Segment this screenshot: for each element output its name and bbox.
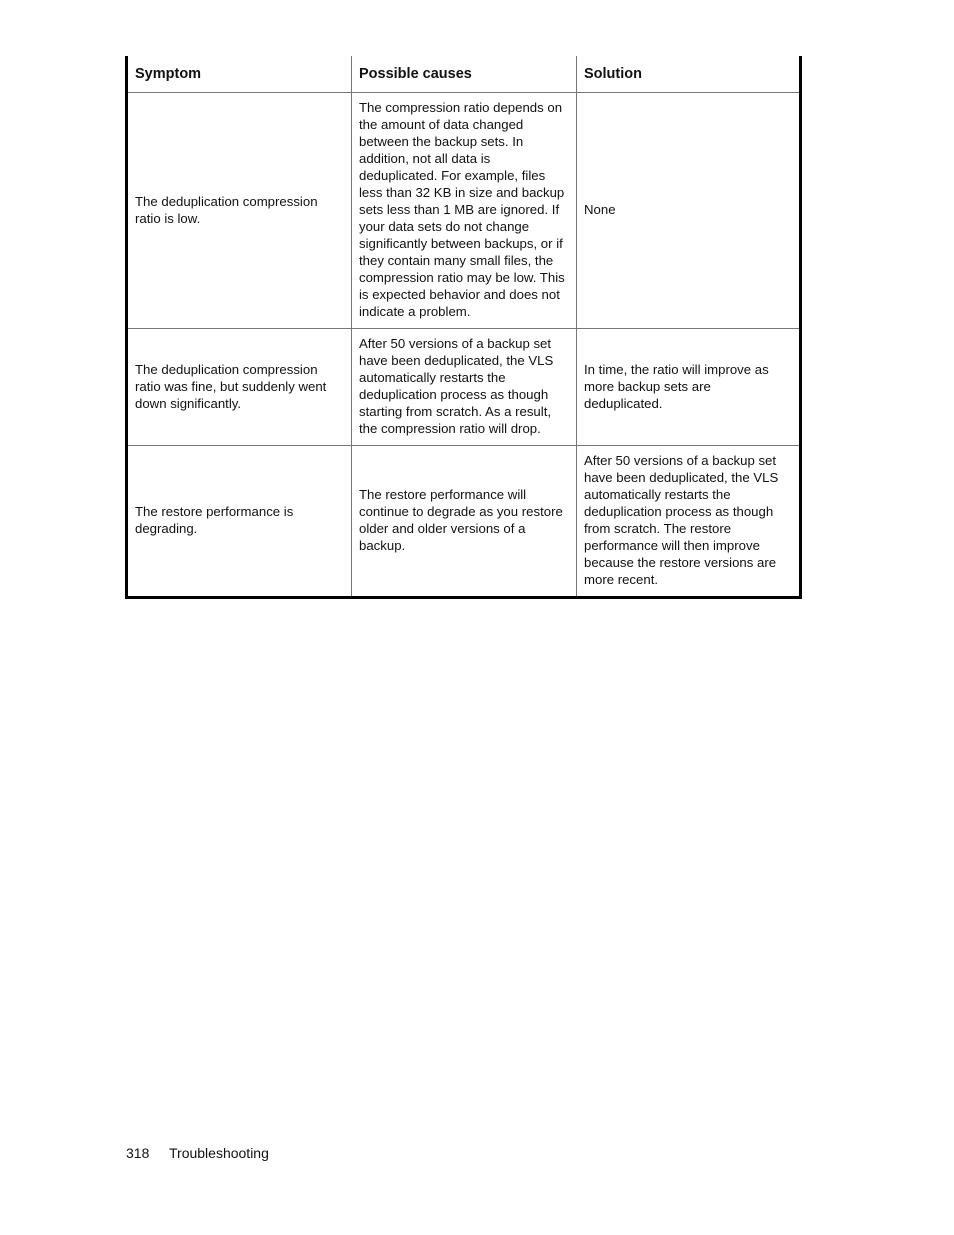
cell-solution: In time, the ratio will improve as more backup sets are deduplicated. <box>577 329 801 446</box>
cell-causes: After 50 versions of a backup set have been deduplicated, the VLS automatically restarts the deduplication process as though starting from scratch. As a result, the compression ratio will drop. <box>352 329 577 446</box>
cell-causes: The compression ratio depends on the amount of data changed between the backup sets. In addition, not all data is deduplicated. For example, files less than 32 KB in size and backup sets less than 1 MB are ignored. If your data sets do not change significantly between backups, or if they contain many small files, the compression ratio may be low. This is expected behavior and does not indicate a problem. <box>352 93 577 329</box>
cell-solution: After 50 versions of a backup set have been deduplicated, the VLS automatically restarts the deduplication process as though from scratch. The restore performance will then improve because the restore versions are more recent. <box>577 446 801 598</box>
cell-solution: None <box>577 93 801 329</box>
table-row <box>127 446 801 598</box>
cell-symptom: The restore performance is degrading. <box>135 504 294 536</box>
header-solution: Solution <box>577 56 801 93</box>
cell-symptom: The deduplication compression ratio was fine, but suddenly went down significantly. <box>127 329 352 446</box>
header-possible-causes: Possible causes <box>352 56 577 93</box>
table-row <box>127 329 801 446</box>
table-row <box>127 93 801 329</box>
cell-symptom: The deduplication compression ratio is low. <box>127 93 352 329</box>
table-header-row <box>127 56 801 93</box>
troubleshooting-table <box>125 56 802 599</box>
page-number: 318 <box>126 1145 150 1161</box>
cell-causes: The restore performance will continue to degrade as you restore older and older versions of a backup. <box>352 446 577 598</box>
header-symptom: Symptom <box>127 56 352 93</box>
footer-section-title: Troubleshooting <box>169 1145 269 1161</box>
page-footer <box>126 1145 269 1161</box>
